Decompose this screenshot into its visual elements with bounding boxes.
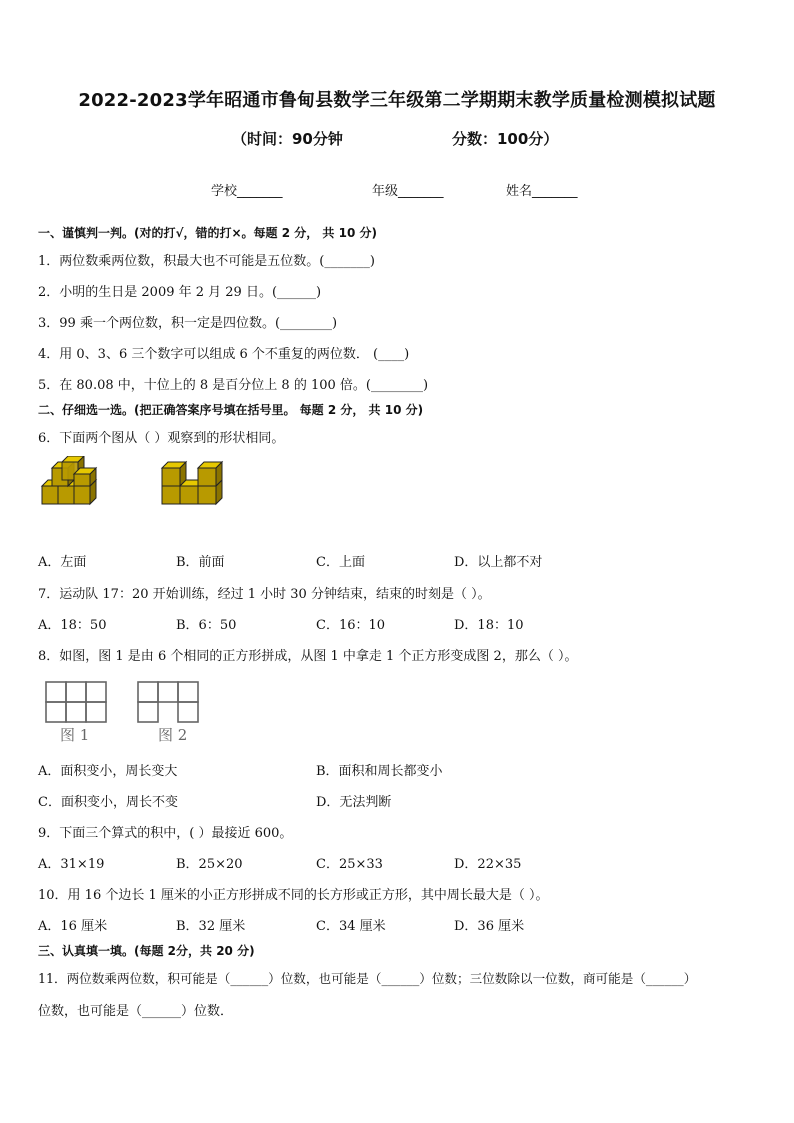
q6-option-b[interactable]: B．前面 [176,555,225,570]
q9-option-a[interactable]: A．31×19 [38,857,105,872]
question-10: 10．用 16 个边长 1 厘米的小正方形拼成不同的长方形或正方形，其中周长最大是（ ）。 [38,888,549,903]
q7-option-b[interactable]: B．6：50 [176,618,237,633]
q10-option-d[interactable]: D．36 厘米 [454,919,525,934]
question-7: 7．运动队 17：20 开始训练，经过 1 小时 30 分钟结束，结束的时刻是（ ）。 [38,587,491,602]
q10-option-c[interactable]: C．34 厘米 [316,919,386,934]
q6-option-a[interactable]: A．左面 [38,555,87,570]
q10-option-b[interactable]: B．32 厘米 [176,919,246,934]
exam-time: （时间：90分钟 [232,130,343,148]
question-5: 5．在 80.08 中，十位上的 8 是百分位上 8 的 100 倍。(________) [38,378,429,393]
exam-score: 分数：100分） [452,130,559,148]
section-2-heading: 二、仔细选一选。(把正确答案序号填在括号里。 每题 2 分， 共 10 分) [38,403,424,417]
school-field: 学校_______ [211,184,283,199]
figure-2-label: 图 2 [158,726,188,744]
q7-option-c[interactable]: C．16：10 [316,618,386,633]
question-6: 6．下面两个图从（ ）观察到的形状相同。 [38,431,285,446]
question-9: 9．下面三个算式的积中，( ）最接近 600。 [38,826,293,841]
question-11-line-2: 位数，也可能是（______）位数． [38,1004,234,1019]
square-grid-figure-1 [44,680,110,724]
q8-option-b[interactable]: B．面积和周长都变小 [316,764,443,779]
question-4: 4．用 0、3、6 三个数字可以组成 6 个不重复的两位数． (____) [38,347,410,362]
q8-option-d[interactable]: D．无法判断 [316,795,392,810]
square-grid-figure-2 [136,680,202,724]
q8-option-c[interactable]: C．面积变小，周长不变 [38,795,178,810]
question-8: 8．如图，图 1 是由 6 个相同的正方形拼成，从图 1 中拿走 1 个正方形变成图 2，那么（ ）。 [38,649,578,664]
q9-option-b[interactable]: B．25×20 [176,857,243,872]
name-field: 姓名_______ [506,184,578,199]
q7-option-d[interactable]: D．18：10 [454,618,524,633]
section-1-heading: 一、谨慎判一判。(对的打√，错的打×。每题 2 分， 共 10 分) [38,226,377,240]
q6-option-d[interactable]: D．以上都不对 [454,555,543,570]
q10-option-a[interactable]: A．16 厘米 [38,919,108,934]
grade-field: 年级_______ [372,184,444,199]
question-1: 1．两位数乘两位数，积最大也不可能是五位数。(_______) [38,254,375,269]
q9-option-d[interactable]: D．22×35 [454,857,522,872]
question-2: 2．小明的生日是 2009 年 2 月 29 日。(______) [38,285,322,300]
section-3-heading: 三、认真填一填。(每题 2分，共 20 分) [38,944,255,958]
page-title: 2022-2023学年昭通市鲁甸县数学三年级第二学期期末教学质量检测模拟试题 [78,90,716,111]
cube-figure-2 [160,458,226,508]
question-3: 3．99 乘一个两位数，积一定是四位数。(________) [38,316,338,331]
q8-option-a[interactable]: A．面积变小，周长变大 [38,764,178,779]
cube-figure-1 [40,456,106,508]
figure-1-label: 图 1 [60,726,90,744]
question-11-line-1: 11．两位数乘两位数，积可能是（______）位数，也可能是（______）位数；三位数除以一位数，商可能是（______） [38,971,697,986]
q6-option-c[interactable]: C．上面 [316,555,365,570]
q9-option-c[interactable]: C．25×33 [316,857,383,872]
q7-option-a[interactable]: A．18：50 [38,618,107,633]
